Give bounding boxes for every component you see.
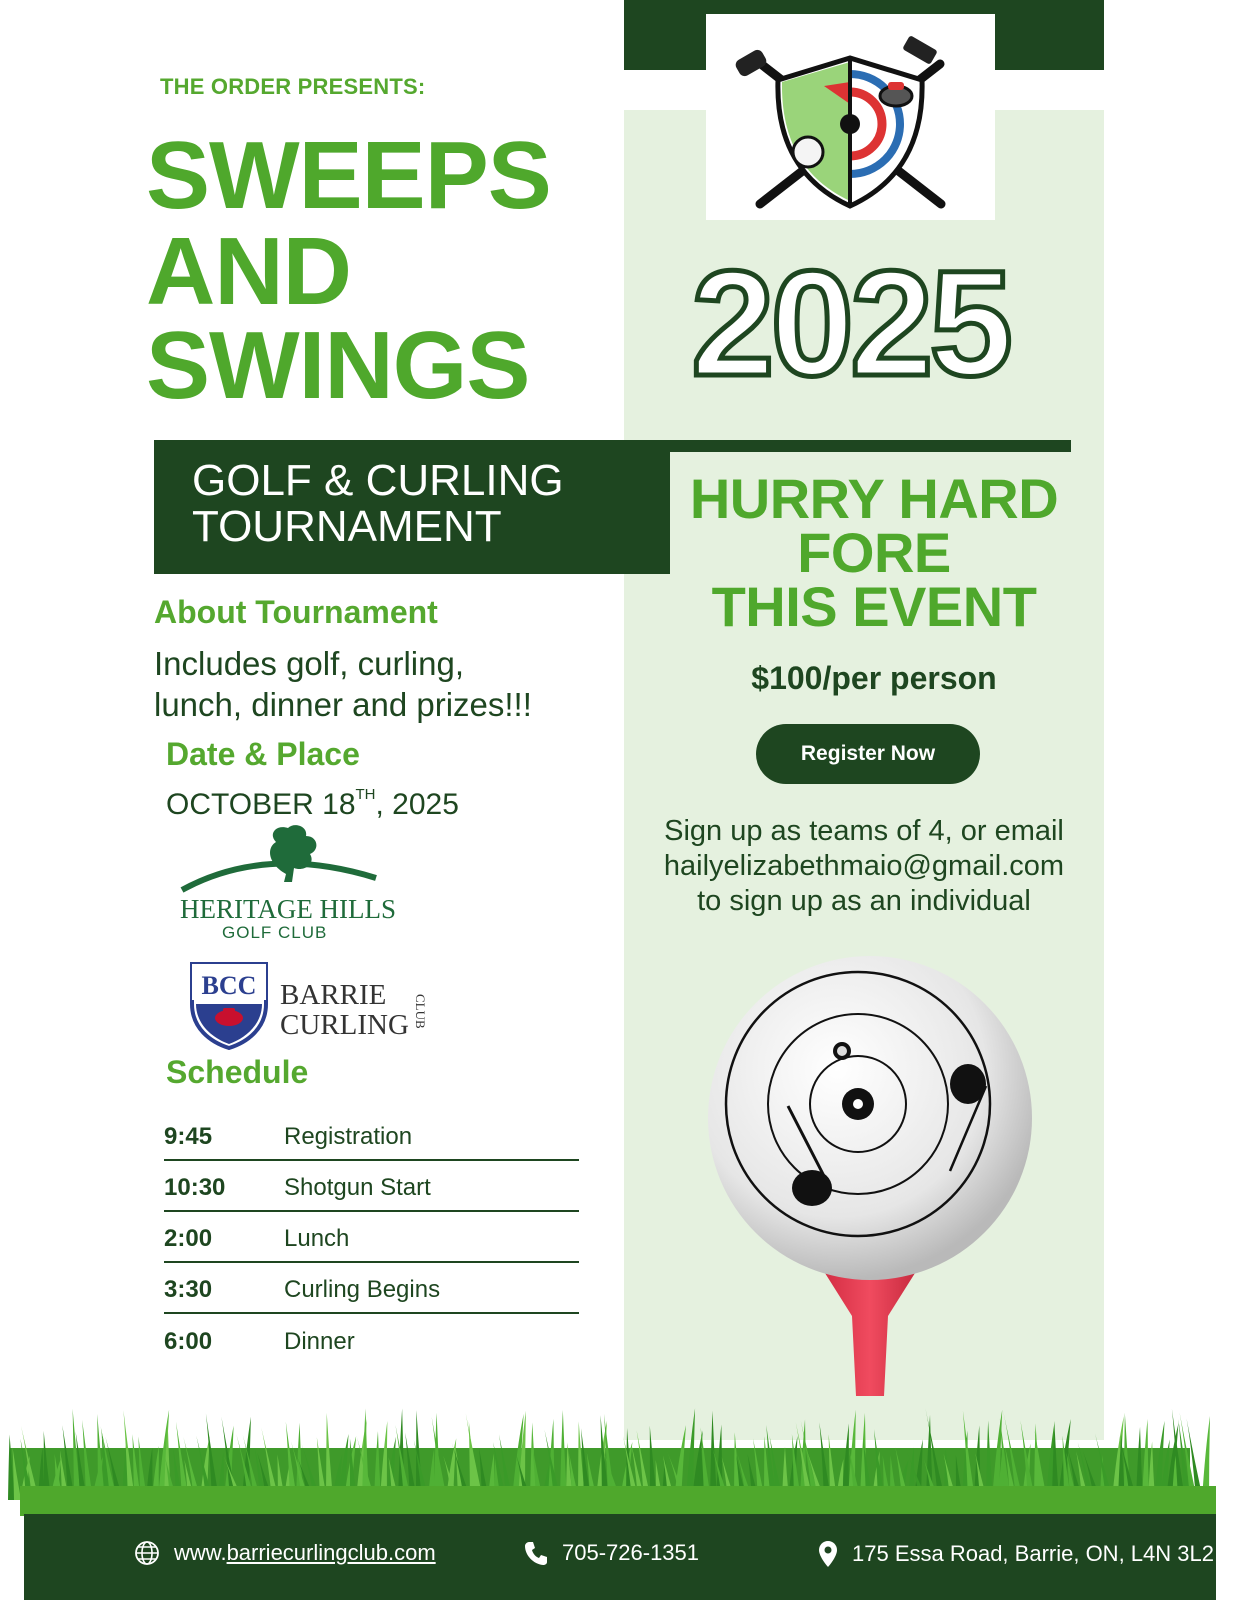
footer-website [134,1540,436,1566]
signup-email[interactable]: hailyelizabethmaio@gmail.com [663,850,1065,882]
schedule-row [164,1314,579,1365]
schedule-time: 2:00 [164,1224,213,1252]
schedule-event: Registration [284,1122,413,1150]
schedule-time: 9:45 [164,1122,213,1150]
schedule-table [164,1110,579,1365]
svg-text:2025: 2025 [691,250,1009,400]
about-heading: About Tournament [154,594,438,630]
footer-phone [524,1540,699,1566]
price-label: $100/per person [751,660,997,696]
location-pin-icon [818,1540,838,1568]
band-line-1: GOLF & CURLING [192,456,564,505]
presents-label: THE ORDER PRESENTS: [160,74,426,99]
crest-logo-icon [706,14,995,220]
schedule-event: Shotgun Start [284,1173,431,1201]
schedule-time: 10:30 [164,1173,226,1201]
schedule-heading: Schedule [166,1054,309,1090]
globe-icon [134,1540,160,1566]
register-now-button[interactable]: Register Now [756,724,980,784]
logo-box [706,14,995,220]
title-line-1: SWEEPS [146,122,551,229]
hurry-line-2: FORE [797,521,951,584]
grass-icon [0,1400,1236,1500]
schedule-row [164,1263,579,1314]
schedule-event: Dinner [284,1327,355,1355]
phone-number[interactable]: 705-726-1351 [562,1540,700,1565]
signup-line-3: to sign up as an individual [697,885,1031,917]
title-line-3: SWINGS [146,312,530,419]
divider-rule [660,440,1071,452]
schedule-event: Lunch [284,1224,350,1252]
schedule-row [164,1110,579,1161]
barrie-curling-club-logo [190,960,440,1050]
svg-text:GOLF CLUB: GOLF CLUB [222,923,328,942]
about-line-1: Includes golf, curling, [154,645,465,682]
event-date: OCTOBER 18TH, 2025 [166,786,459,821]
svg-text:CURLING: CURLING [280,1009,409,1041]
footer-address [818,1540,1214,1568]
heritage-hills-logo [176,824,396,944]
signup-line-1: Sign up as teams of 4, or email [664,815,1064,847]
title-line-2: AND [146,218,351,325]
address-text: 175 Essa Road, Barrie, ON, L4N 3L2 [852,1541,1214,1566]
schedule-event: Curling Begins [284,1275,441,1303]
phone-icon [524,1540,548,1566]
website-link[interactable]: www.barriecurlingclub.com [174,1540,436,1565]
hurry-line-3: THIS EVENT [711,575,1037,638]
hurry-line-1: HURRY HARD [689,467,1059,530]
band-line-2: TOURNAMENT [192,502,502,551]
schedule-time: 3:30 [164,1275,213,1303]
schedule-time: 6:00 [164,1327,213,1355]
schedule-row [164,1212,579,1263]
year-outline-text [650,250,1050,400]
svg-text:CLUB: CLUB [413,994,428,1029]
svg-text:BARRIE: BARRIE [280,979,387,1011]
golf-ball-icon [700,956,1040,1426]
green-strip [20,1486,1216,1516]
date-place-heading: Date & Place [166,736,360,772]
svg-text:HERITAGE HILLS: HERITAGE HILLS [180,894,396,924]
about-line-2: lunch, dinner and prizes!!! [154,686,532,723]
svg-text:BCC: BCC [201,971,257,1000]
schedule-row [164,1161,579,1212]
